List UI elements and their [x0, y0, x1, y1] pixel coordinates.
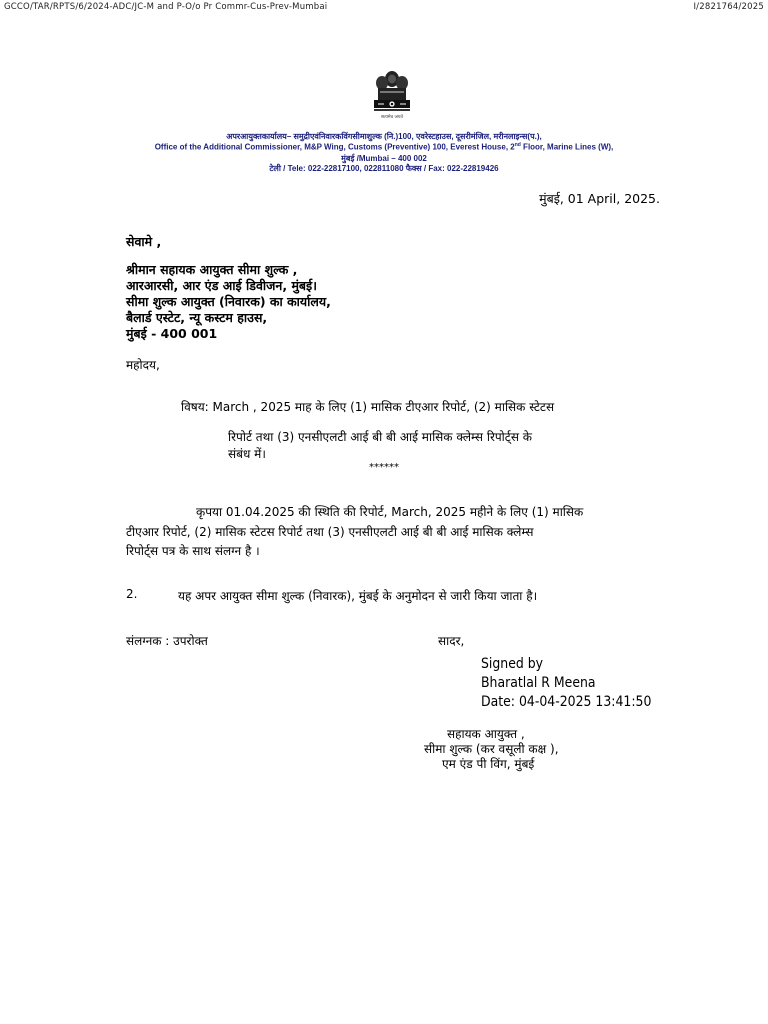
- subject-line: संबंध में।: [228, 447, 266, 461]
- address-line: श्रीमान सहायक आयुक्त सीमा शुल्क ,: [126, 262, 298, 277]
- emblem-motto: सत्यमेव जयते: [380, 115, 404, 120]
- salutation-to: सेवामे ,: [126, 234, 162, 249]
- body-paragraph-line: यह अपर आयुक्त सीमा शुल्क (निवारक), मुंबई के अनुमोदन से जारी किया जाता है।: [178, 589, 538, 603]
- designation-line: सहायक आयुक्त ,: [447, 727, 525, 741]
- office-contact: टेली / Tele: 022-22817100, 022811080 फैक्स / Fax: 022-22819426: [269, 164, 499, 173]
- paragraph-number: 2.: [126, 587, 138, 601]
- body-paragraph-line: कृपया 01.04.2025 की स्थिति की रिपोर्ट, March, 2025 महीने के लिए (1) मासिक: [196, 505, 584, 519]
- designation-line: एम एंड पी विंग, मुंबई: [442, 757, 535, 771]
- subject-line: विषय: March , 2025 माह के लिए (1) मासिक टीएआर रिपोर्ट, (2) मासिक स्टेटस: [181, 400, 555, 414]
- body-paragraph-line: रिपोर्ट्स पत्र के साथ संलग्न है ।: [126, 544, 260, 558]
- greeting: महोदय,: [126, 358, 160, 372]
- subject-line: रिपोर्ट तथा (3) एनसीएलटी आई बी बी आई मासिक क्लेम्स रिपोर्ट्स के: [228, 430, 532, 444]
- address-line: सीमा शुल्क आयुक्त (निवारक) का कार्यालय,: [126, 294, 331, 309]
- signature-line: Signed by: [481, 656, 544, 672]
- document-number: I/2821764/2025: [693, 2, 764, 12]
- letter-date: मुंबई, 01 April, 2025.: [539, 191, 660, 206]
- address-line: आरआरसी, आर एंड आई डिवीजन, मुंबई।: [126, 278, 317, 293]
- subject-separator: ******: [369, 462, 399, 473]
- office-city: मुंबई /Mumbai – 400 002: [341, 154, 427, 163]
- signature-name: Bharatlal R Meena: [481, 675, 596, 691]
- body-paragraph-line: टीएआर रिपोर्ट, (2) मासिक स्टेटस रिपोर्ट तथा (3) एनसीएलटी आई बी बी आई मासिक क्लेम्स: [126, 525, 534, 539]
- address-line: मुंबई - 400 001: [126, 326, 218, 341]
- signature-date: Date: 04-04-2025 13:41:50: [481, 694, 652, 710]
- enclosure-note: संलग्नक : उपरोक्त: [126, 634, 208, 648]
- closing: सादर,: [438, 634, 465, 648]
- office-address-english: Office of the Additional Commissioner, M&P Wing, Customs (Preventive) 100, Everest House, 2nd Floor, Marine Lines (W),: [154, 142, 614, 152]
- file-reference: GCCO/TAR/RPTS/6/2024-ADC/JC-M and P-O/o Pr Commr-Cus-Prev-Mumbai: [4, 2, 328, 12]
- address-line: बैलार्ड एस्टेट, न्यू कस्टम हाउस,: [126, 310, 268, 325]
- office-address-hindi: अपरआयुक्तकार्यालय– समुद्रीएवंनिवारकविंगसीमाशुल्क (नि.)100, एवरेस्टहाउस, दूसरीमंजिल, मरीनलाइन्स(प.),: [226, 132, 542, 141]
- designation-line: सीमा शुल्क (कर वसूली कक्ष ),: [424, 742, 559, 756]
